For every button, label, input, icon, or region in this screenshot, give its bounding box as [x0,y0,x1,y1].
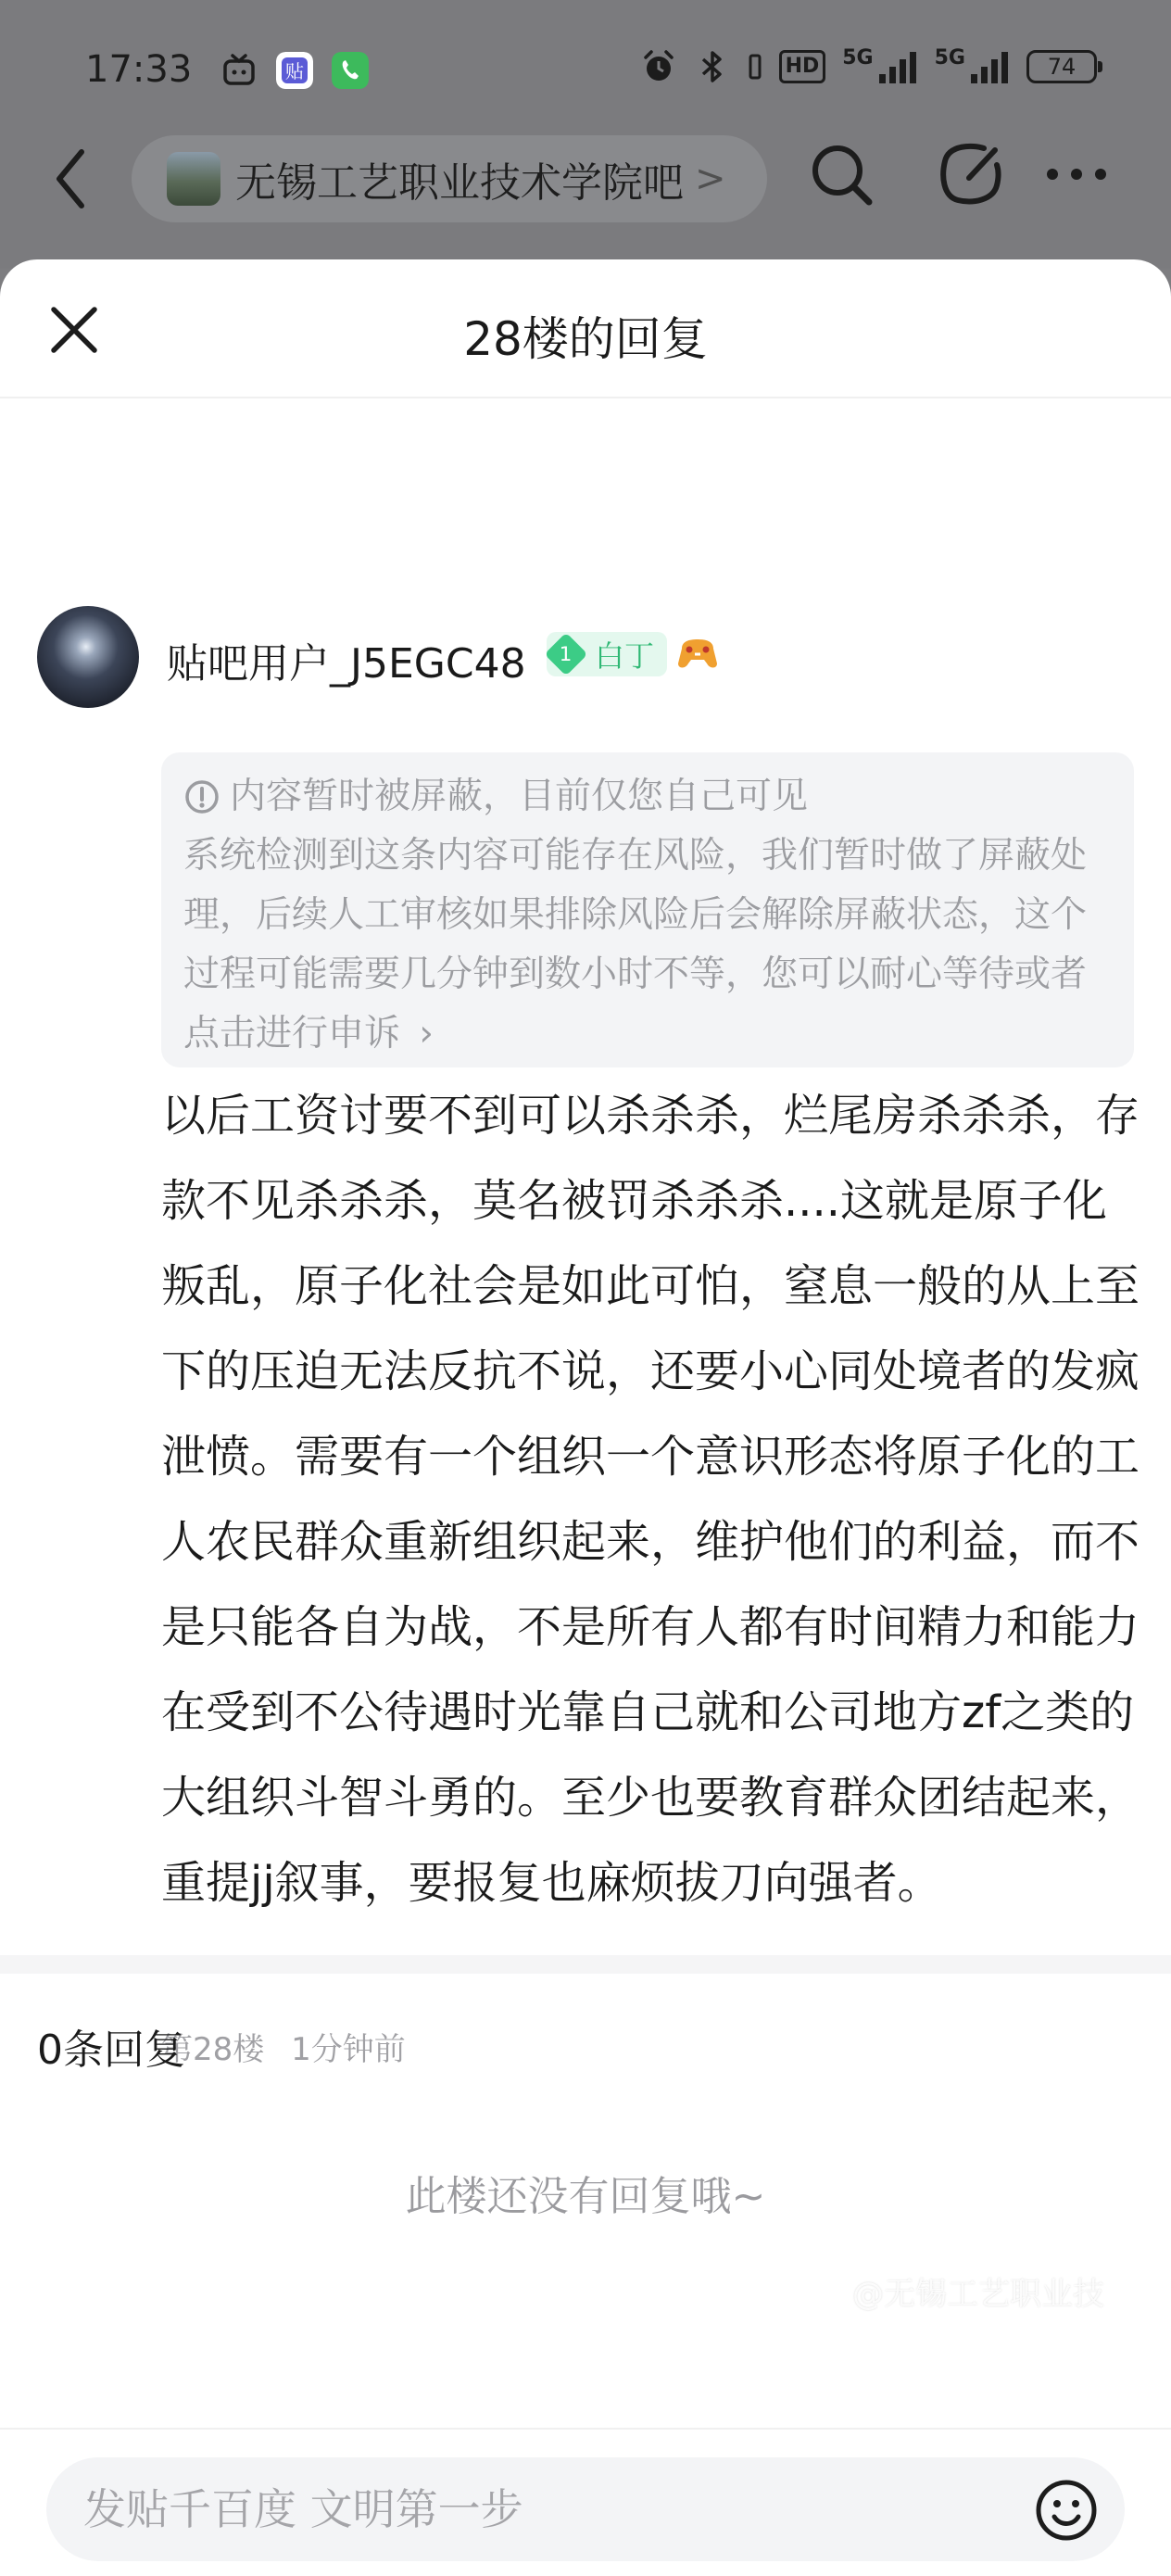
reply-input[interactable]: 发贴千百度 文明第一步 [46,2457,1125,2561]
section-divider [0,1955,1171,1974]
content-blocked-notice[interactable] [161,752,1134,1067]
post-content: 以后工资讨要不到可以杀杀杀，烂尾房杀杀杀，存款不见杀杀杀，莫名被罚杀杀杀....这就是原子化叛乱，原子化社会是如此可怕，窒息一般的从上至下的压迫无法反抗不说，还要小心同处境者的发疯泄愤。需要有一个组织一个意识形态将原子化的工人农民群众重新组织起来，维护他们的利益，而不是只能各自为战，不是所有人都有时间精力和能力在受到不公待遇时光靠自己就和公司地方zf之类的大组织斗智斗勇的。至少也要教育群众团结起来，重提jj叙事，要报复也麻烦拔刀向强者。 [161,1090,1140,1909]
forum-avatar [167,152,220,206]
hd-badge: HD [779,50,826,83]
empty-replies-text: 此楼还没有回复哦~ [405,2173,766,2220]
chevron-right-icon: > [695,158,726,200]
alarm-icon [640,48,677,85]
info-icon [183,778,220,815]
camera-watermark-icon [812,2277,845,2310]
floor-number: 第28楼 [161,2031,265,2068]
sheet-header [0,259,1171,398]
vibrate-icon [748,48,762,85]
post-meta [161,2024,406,2069]
watermark: @无锡工艺职业技 [812,2268,1104,2314]
notice-title: 内容暂时被屏蔽，目前仅您自己可见 [230,776,809,817]
sheet-title: 28楼的回复 [463,312,708,366]
reply-count: 0条回复 [37,2027,185,2074]
battery-indicator: 74 [1026,50,1097,83]
svg-text:贴: 贴 [285,60,304,82]
signal-1: 5G [842,48,917,85]
phone-app-icon [332,52,369,89]
appeal-chevron-icon[interactable]: › [419,1013,434,1054]
forum-title-pill[interactable] [132,135,767,222]
status-time: 17:33 [85,48,193,91]
signal-2: 5G [935,48,1010,85]
reply-sheet [0,259,1171,2576]
avatar[interactable] [37,606,139,708]
reply-input-bar [0,2428,1171,2576]
tieba-app-icon [276,52,313,89]
level-label: 白丁 [595,638,655,674]
gamepad-medal-icon [674,630,721,676]
emoji-icon[interactable] [1034,2478,1099,2543]
level-diamond-icon: 1 [545,633,588,676]
edit-post-icon[interactable] [936,139,1006,209]
status-bar [0,0,1171,139]
tv-app-icon [220,52,258,89]
username[interactable]: 贴吧用户_J5EGC48 [167,640,526,688]
more-options-icon[interactable] [1043,163,1110,185]
signal-bars-icon [969,48,1010,85]
search-icon[interactable] [806,139,876,209]
post-time: 1分钟前 [291,2031,406,2068]
level-badge [547,632,667,676]
forum-name: 无锡工艺职业技术学院吧 [235,159,684,207]
back-arrow-icon[interactable] [52,146,89,211]
notice-body: 系统检测到这条内容可能存在风险，我们暂时做了屏蔽处理，后续人工审核如果排除风险后会解除屏蔽状态，这个过程可能需要几分钟到数小时不等，您可以耐心等待或者点击进行申诉 › [183,835,1088,1054]
signal-bars-icon [877,48,918,85]
bluetooth-icon [694,48,731,85]
